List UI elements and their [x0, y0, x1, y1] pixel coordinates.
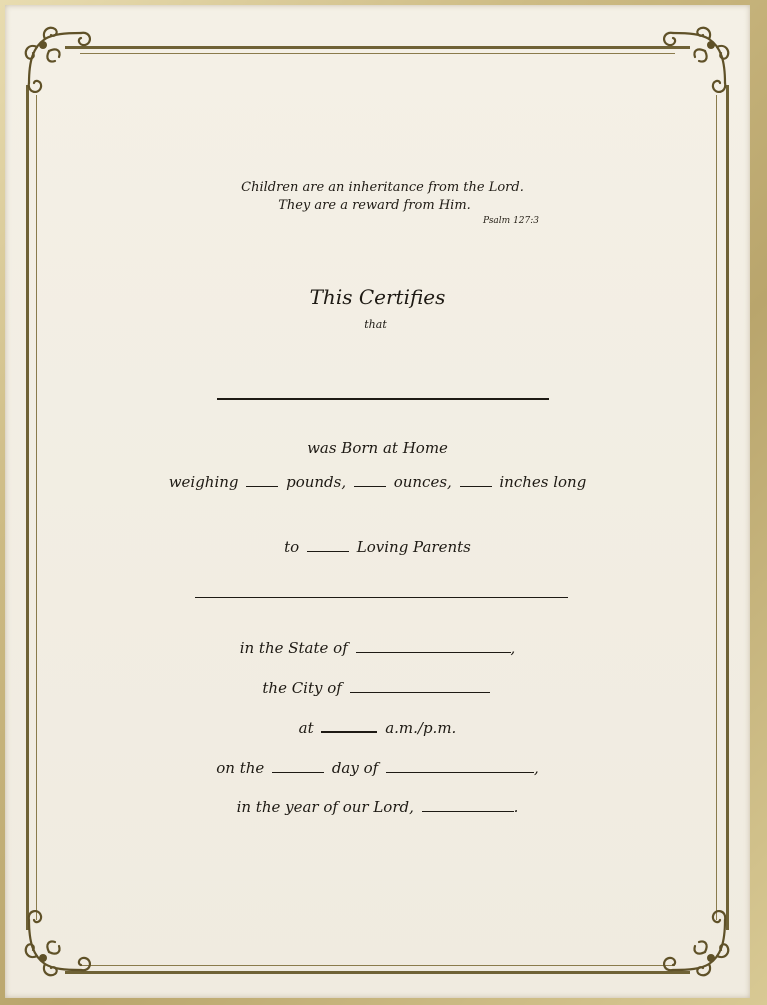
border-top-rule: [65, 46, 690, 49]
loving-parents-label: Loving Parents: [356, 538, 471, 556]
city-label: the City of: [262, 679, 342, 697]
weighing-line: [5, 473, 750, 491]
year-line: in the year of our Lord, .: [236, 798, 519, 816]
verse-line-1: Children are an inheritance from the Lord.: [241, 180, 524, 195]
state-label: in the State of: [239, 639, 348, 657]
parents-count-blank[interactable]: [307, 550, 349, 552]
state-blank[interactable]: [356, 651, 511, 653]
that-label: that: [364, 318, 387, 331]
parents-line: [5, 538, 750, 556]
year-blank[interactable]: [422, 810, 514, 812]
parents-name-line[interactable]: [195, 597, 568, 598]
day-blank[interactable]: [272, 771, 324, 773]
border-bottom-inner-rule: [80, 965, 675, 966]
border-left-inner-rule: [36, 95, 37, 920]
verse-reference: Psalm 127:3: [483, 216, 540, 226]
year-label: in the year of our Lord,: [236, 798, 414, 816]
ounces-blank[interactable]: [354, 485, 386, 487]
at-label: at: [298, 719, 314, 737]
border-right-inner-rule: [716, 95, 717, 920]
to-label: to: [284, 538, 300, 556]
verse-line-2: They are a reward from Him.: [278, 198, 471, 213]
child-name-line[interactable]: [217, 398, 549, 400]
city-line: [5, 679, 750, 697]
time-line: [5, 719, 750, 737]
state-line: in the State of ,: [239, 639, 516, 657]
born-at-home-text: was Born at Home: [307, 439, 448, 457]
weighing-label: weighing: [168, 473, 239, 491]
inches-blank[interactable]: [460, 485, 492, 487]
time-blank[interactable]: [321, 730, 377, 733]
day-of-label: day of: [331, 759, 379, 777]
border-bottom-rule: [65, 971, 690, 974]
inches-label: inches long: [499, 473, 587, 491]
pounds-blank[interactable]: [246, 485, 278, 487]
flourish-corner-bottom-left-icon: [19, 910, 91, 982]
ampm-label: a.m./p.m.: [385, 719, 457, 737]
border-top-inner-rule: [80, 53, 675, 54]
city-blank[interactable]: [350, 691, 490, 693]
certificate-paper: [5, 5, 750, 998]
pounds-label: pounds,: [286, 473, 347, 491]
month-blank[interactable]: [386, 771, 534, 773]
flourish-corner-bottom-right-icon: [663, 910, 735, 982]
flourish-corner-top-left-icon: [19, 21, 91, 93]
date-line: on the day of ,: [216, 759, 539, 777]
on-the-label: on the: [216, 759, 265, 777]
ounces-label: ounces,: [393, 473, 452, 491]
certificate-title: This Certifies: [309, 285, 446, 309]
flourish-corner-top-right-icon: [663, 21, 735, 93]
